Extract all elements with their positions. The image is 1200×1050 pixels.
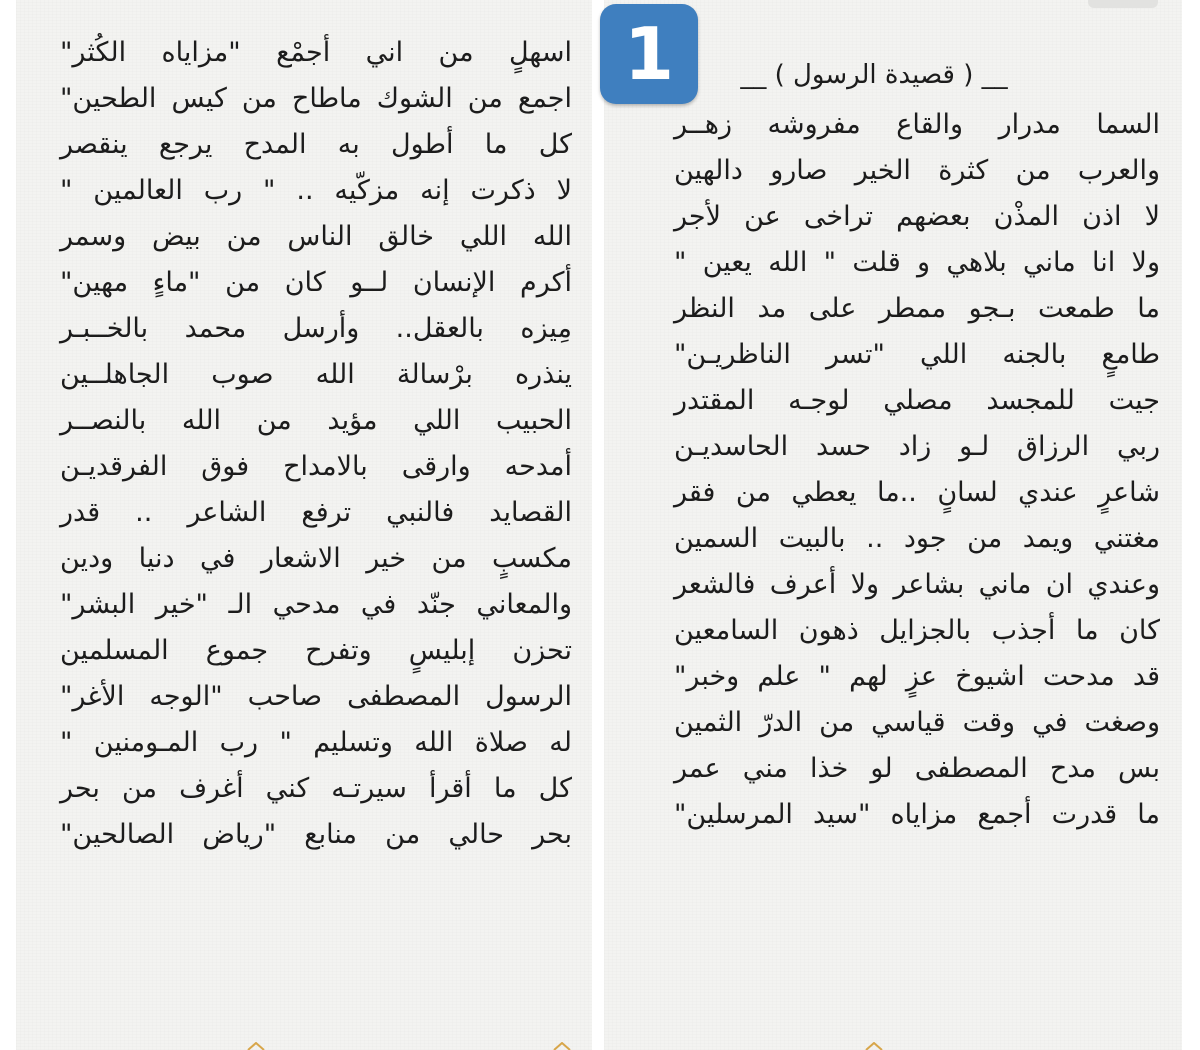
poem-verse: تحزن إبليسٍ وتفرح جموع المسلمين bbox=[60, 635, 572, 666]
poem-verse: مغتني ويمد من جود .. بالبيت السمين bbox=[674, 523, 1160, 554]
poem-verse: وعندي ان ماني بشاعر ولا أعرف فالشعر bbox=[674, 569, 1160, 600]
poem-verse: اجمع من الشوك ماطاح من كيس الطحين" bbox=[60, 83, 572, 114]
poem-verse: وصغت في وقت قياسي من الدرّ الثمين bbox=[674, 707, 1160, 738]
poem-verse: أكرم الإنسان لــو كان من "ماءٍ مهين" bbox=[60, 267, 572, 298]
poem-verse: الرسول المصطفى صاحب "الوجه الأغر" bbox=[60, 681, 572, 712]
poem-verses-right bbox=[674, 102, 1160, 838]
poem-verse: قد مدحت اشيوخ عزٍ لهم " علم وخبر" bbox=[674, 661, 1160, 692]
poem-verse: بحر حالي من منابع "رياض الصالحين" bbox=[60, 819, 572, 850]
poem-verse: جيت للمجسد مصلي لوجـه المقتدر bbox=[674, 385, 1160, 416]
poem-verse: الحبيب اللي مؤيد من الله بالنصــر bbox=[60, 405, 572, 436]
poem-verse: مكسبٍ من خير الاشعار في دنيا ودين bbox=[60, 543, 572, 574]
poem-page-right bbox=[604, 0, 1182, 1050]
poem-verse: والعرب من كثرة الخير صارو دالهين bbox=[674, 155, 1160, 186]
poem-verse: والمعاني جنّد في مدحي الـ "خير البشر" bbox=[60, 589, 572, 620]
poem-verse: طامعٍ بالجنه اللي "تسر الناظريـن" bbox=[674, 339, 1160, 370]
poem-verse: بس مدح المصطفى لو خذا مني عمر bbox=[674, 753, 1160, 784]
poem-verse: القصايد فالنبي ترفع الشاعر .. قدر bbox=[60, 497, 572, 528]
poem-verse: ينذره برْسالة الله صوب الجاهلــين bbox=[60, 359, 572, 390]
page-bottom-mark bbox=[864, 1042, 884, 1050]
poem-page-left bbox=[16, 0, 592, 1050]
poem-verse: له صلاة الله وتسليم " رب المـومنين " bbox=[60, 727, 572, 758]
poem-verse: كل ما أقرأ سيرتـه كني أغرف من بحر bbox=[60, 773, 572, 804]
poem-verse: مِيزه بالعقل.. وأرسل محمد بالخــبـر bbox=[60, 313, 572, 344]
poem-verse: شاعرٍ عندي لسانٍ ..ما يعطي من فقر bbox=[674, 477, 1160, 508]
poem-verse: لا ذكرت إنه مزكّيه .. " رب العالمين " bbox=[60, 175, 572, 206]
page-bottom-mark bbox=[246, 1042, 266, 1050]
poem-verse: ما طمعت بـجو ممطر على مد النظر bbox=[674, 293, 1160, 324]
poem-verse: كان ما أجذب بالجزايل ذهون السامعين bbox=[674, 615, 1160, 646]
poem-verse: الله اللي خالق الناس من بيض وسمر bbox=[60, 221, 572, 252]
poem-verse: لا اذن المذْن بعضهم تراخى عن لأجر bbox=[674, 201, 1160, 232]
poem-verse: السما مدرار والقاع مفروشه زهــر bbox=[674, 109, 1160, 140]
poem-verses-left bbox=[60, 30, 572, 858]
page-number-badge: 1 bbox=[600, 4, 698, 104]
poem-verse: أمدحه وارقى بالامداح فوق الفرقديـن bbox=[60, 451, 572, 482]
poem-verse: ولا انا ماني بلاهي و قلت " الله يعين " bbox=[674, 247, 1160, 278]
poem-verse: اسهلٍ من اني أجمْع "مزاياه الكُثر" bbox=[60, 37, 572, 68]
poem-verse: كل ما أطول به المدح يرجع ينقصر bbox=[60, 129, 572, 160]
poem-verse: ربي الرزاق لـو زاد حسد الحاسديـن bbox=[674, 431, 1160, 462]
poem-title: __ ( قصيدة الرسول ) __ bbox=[740, 60, 1008, 90]
page-top-tab bbox=[1088, 0, 1158, 8]
poem-verse: ما قدرت أجمع مزاياه "سيد المرسلين" bbox=[674, 799, 1160, 830]
page-bottom-mark bbox=[552, 1042, 572, 1050]
